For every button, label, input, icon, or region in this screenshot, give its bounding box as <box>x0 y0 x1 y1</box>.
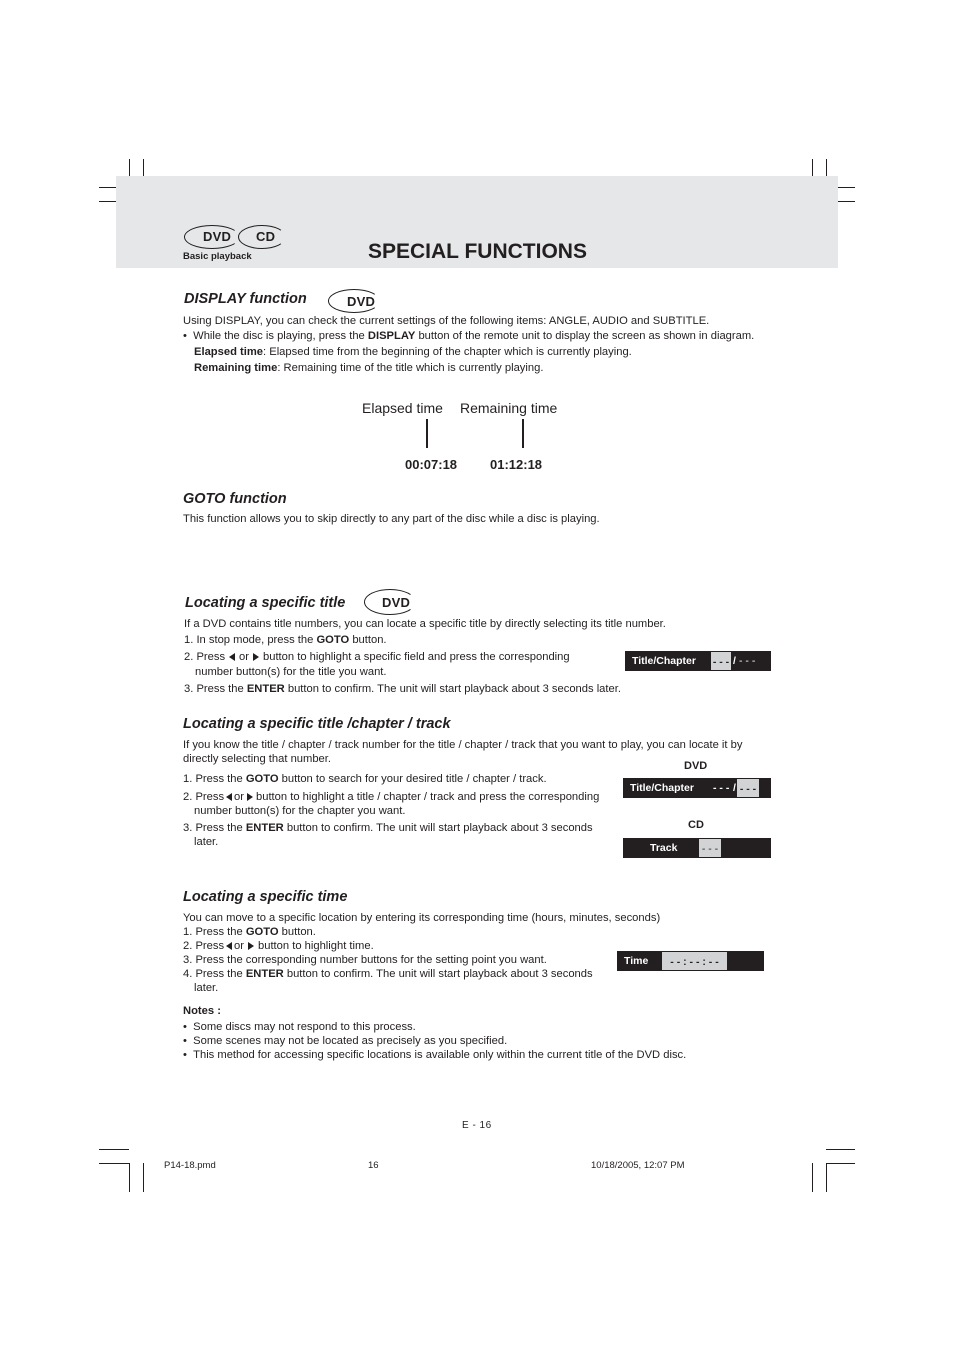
osd-field-chapter: - - - <box>739 655 756 667</box>
title-locate-heading: Locating a specific title <box>185 595 346 611</box>
page-title: SPECIAL FUNCTIONS <box>368 240 587 263</box>
cd-osd <box>623 838 771 858</box>
elapsed-desc: Elapsed time: Elapsed time from the beginning of the chapter which is currently playing. <box>194 346 632 358</box>
footer-num: 16 <box>368 1160 379 1171</box>
goto-heading: GOTO function <box>183 491 287 507</box>
title-locate-step2: 2. Press or button to highlight a specific field and press the corresponding <box>184 651 570 663</box>
note-item: • Some scenes may not be located as precisely as you specified. <box>183 1035 508 1047</box>
cd-osd-field-track: - - - <box>699 839 721 857</box>
left-arrow-icon <box>226 942 232 950</box>
time-osd <box>617 951 764 971</box>
time-step4: 4. Press the ENTER button to confirm. The unit will start playback about 3 seconds <box>183 968 593 980</box>
cd-logo-text: CD <box>256 229 276 244</box>
footer-file: P14-18.pmd <box>164 1160 216 1171</box>
display-intro: Using DISPLAY, you can check the current settings of the following items: ANGLE, AUDIO and SUBTITLE. <box>183 315 710 327</box>
diagram-remaining-label: Remaining time <box>460 400 558 416</box>
time-step3: 3. Press the corresponding number buttons for the setting point you want. <box>183 954 547 966</box>
tct-intro-line2: directly selecting that number. <box>183 753 331 765</box>
goto-text: This function allows you to skip directly to any part of the disc while a disc is playing. <box>183 513 600 525</box>
diagram-remaining-value: 01:12:18 <box>490 457 543 472</box>
cd-osd-label: Track <box>650 842 678 854</box>
display-dvd-logo-text: DVD <box>347 294 376 309</box>
left-arrow-icon <box>226 793 232 801</box>
osd-label: Title/Chapter <box>632 655 696 667</box>
tct-step1: 1. Press the GOTO button to search for your desired title / chapter / track. <box>183 773 547 785</box>
display-heading: DISPLAY function <box>184 291 307 307</box>
time-heading: Locating a specific time <box>183 889 348 905</box>
dvd-osd-label: Title/Chapter <box>630 782 694 794</box>
tct-intro-line1: If you know the title / chapter / track number for the title / chapter / track that you want to play, you can locate it by <box>183 739 743 751</box>
time-step1: 1. Press the GOTO button. <box>183 926 316 938</box>
note-item: • This method for accessing specific locations is available only within the current title of the DVD disc. <box>183 1049 687 1061</box>
tct-step2-cont: number button(s) for the chapter you want. <box>194 805 406 817</box>
header-subtitle: Basic playback <box>183 251 252 262</box>
title-locate-step1: 1. In stop mode, press the GOTO button. <box>184 634 387 646</box>
left-arrow-icon <box>229 653 235 661</box>
tct-step2: 2. Press or button to highlight a title / chapter / track and press the corresponding <box>183 791 600 803</box>
time-step4-cont: later. <box>194 982 219 994</box>
title-locate-intro: If a DVD contains title numbers, you can locate a specific title by directly selecting its title number. <box>184 618 666 630</box>
time-intro: You can move to a specific location by entering its corresponding time (hours, minutes, seconds) <box>183 912 661 924</box>
title-locate-osd <box>625 651 771 671</box>
time-osd-label: Time <box>624 955 649 967</box>
tct-heading: Locating a specific title /chapter / track <box>183 716 451 732</box>
diagram-elapsed-label: Elapsed time <box>362 400 443 416</box>
right-arrow-icon <box>247 793 253 801</box>
tct-step3-cont: later. <box>194 836 219 848</box>
note-item: • Some discs may not respond to this process. <box>183 1021 416 1033</box>
dvd-osd-field-title: - - - <box>713 782 730 794</box>
title-locate-dvd-logo-text: DVD <box>382 595 411 610</box>
footer-date: 10/18/2005, 12:07 PM <box>591 1160 685 1171</box>
tct-step3: 3. Press the ENTER button to confirm. The unit will start playback about 3 seconds <box>183 822 593 834</box>
diagram-elapsed-value: 00:07:18 <box>405 457 458 472</box>
display-bullet: • While the disc is playing, press the DISPLAY button of the remote unit to display the screen as shown in diagram. <box>183 330 755 342</box>
right-arrow-icon <box>253 653 259 661</box>
remaining-desc: Remaining time: Remaining time of the title which is currently playing. <box>194 362 544 374</box>
dvd-osd-field-chapter: - - - <box>737 779 759 797</box>
title-locate-step2-cont: number button(s) for the title you want. <box>195 666 387 678</box>
page-number: E - 16 <box>462 1120 492 1131</box>
cd-osd-caption: CD <box>688 819 704 831</box>
notes-heading: Notes : <box>183 1005 221 1017</box>
dvd-logo-text: DVD <box>203 229 232 244</box>
dvd-osd <box>623 778 771 798</box>
time-step2: 2. Press or button to highlight time. <box>183 940 374 952</box>
dvd-osd-caption: DVD <box>684 760 708 772</box>
time-osd-field: - - : - - : - - <box>662 952 727 970</box>
osd-separator: / <box>733 655 736 667</box>
title-locate-step3: 3. Press the ENTER button to confirm. The unit will start playback about 3 seconds later. <box>184 683 621 695</box>
right-arrow-icon <box>248 942 254 950</box>
osd-field-title: - - - <box>711 652 731 670</box>
dvd-osd-separator: / <box>733 782 736 794</box>
